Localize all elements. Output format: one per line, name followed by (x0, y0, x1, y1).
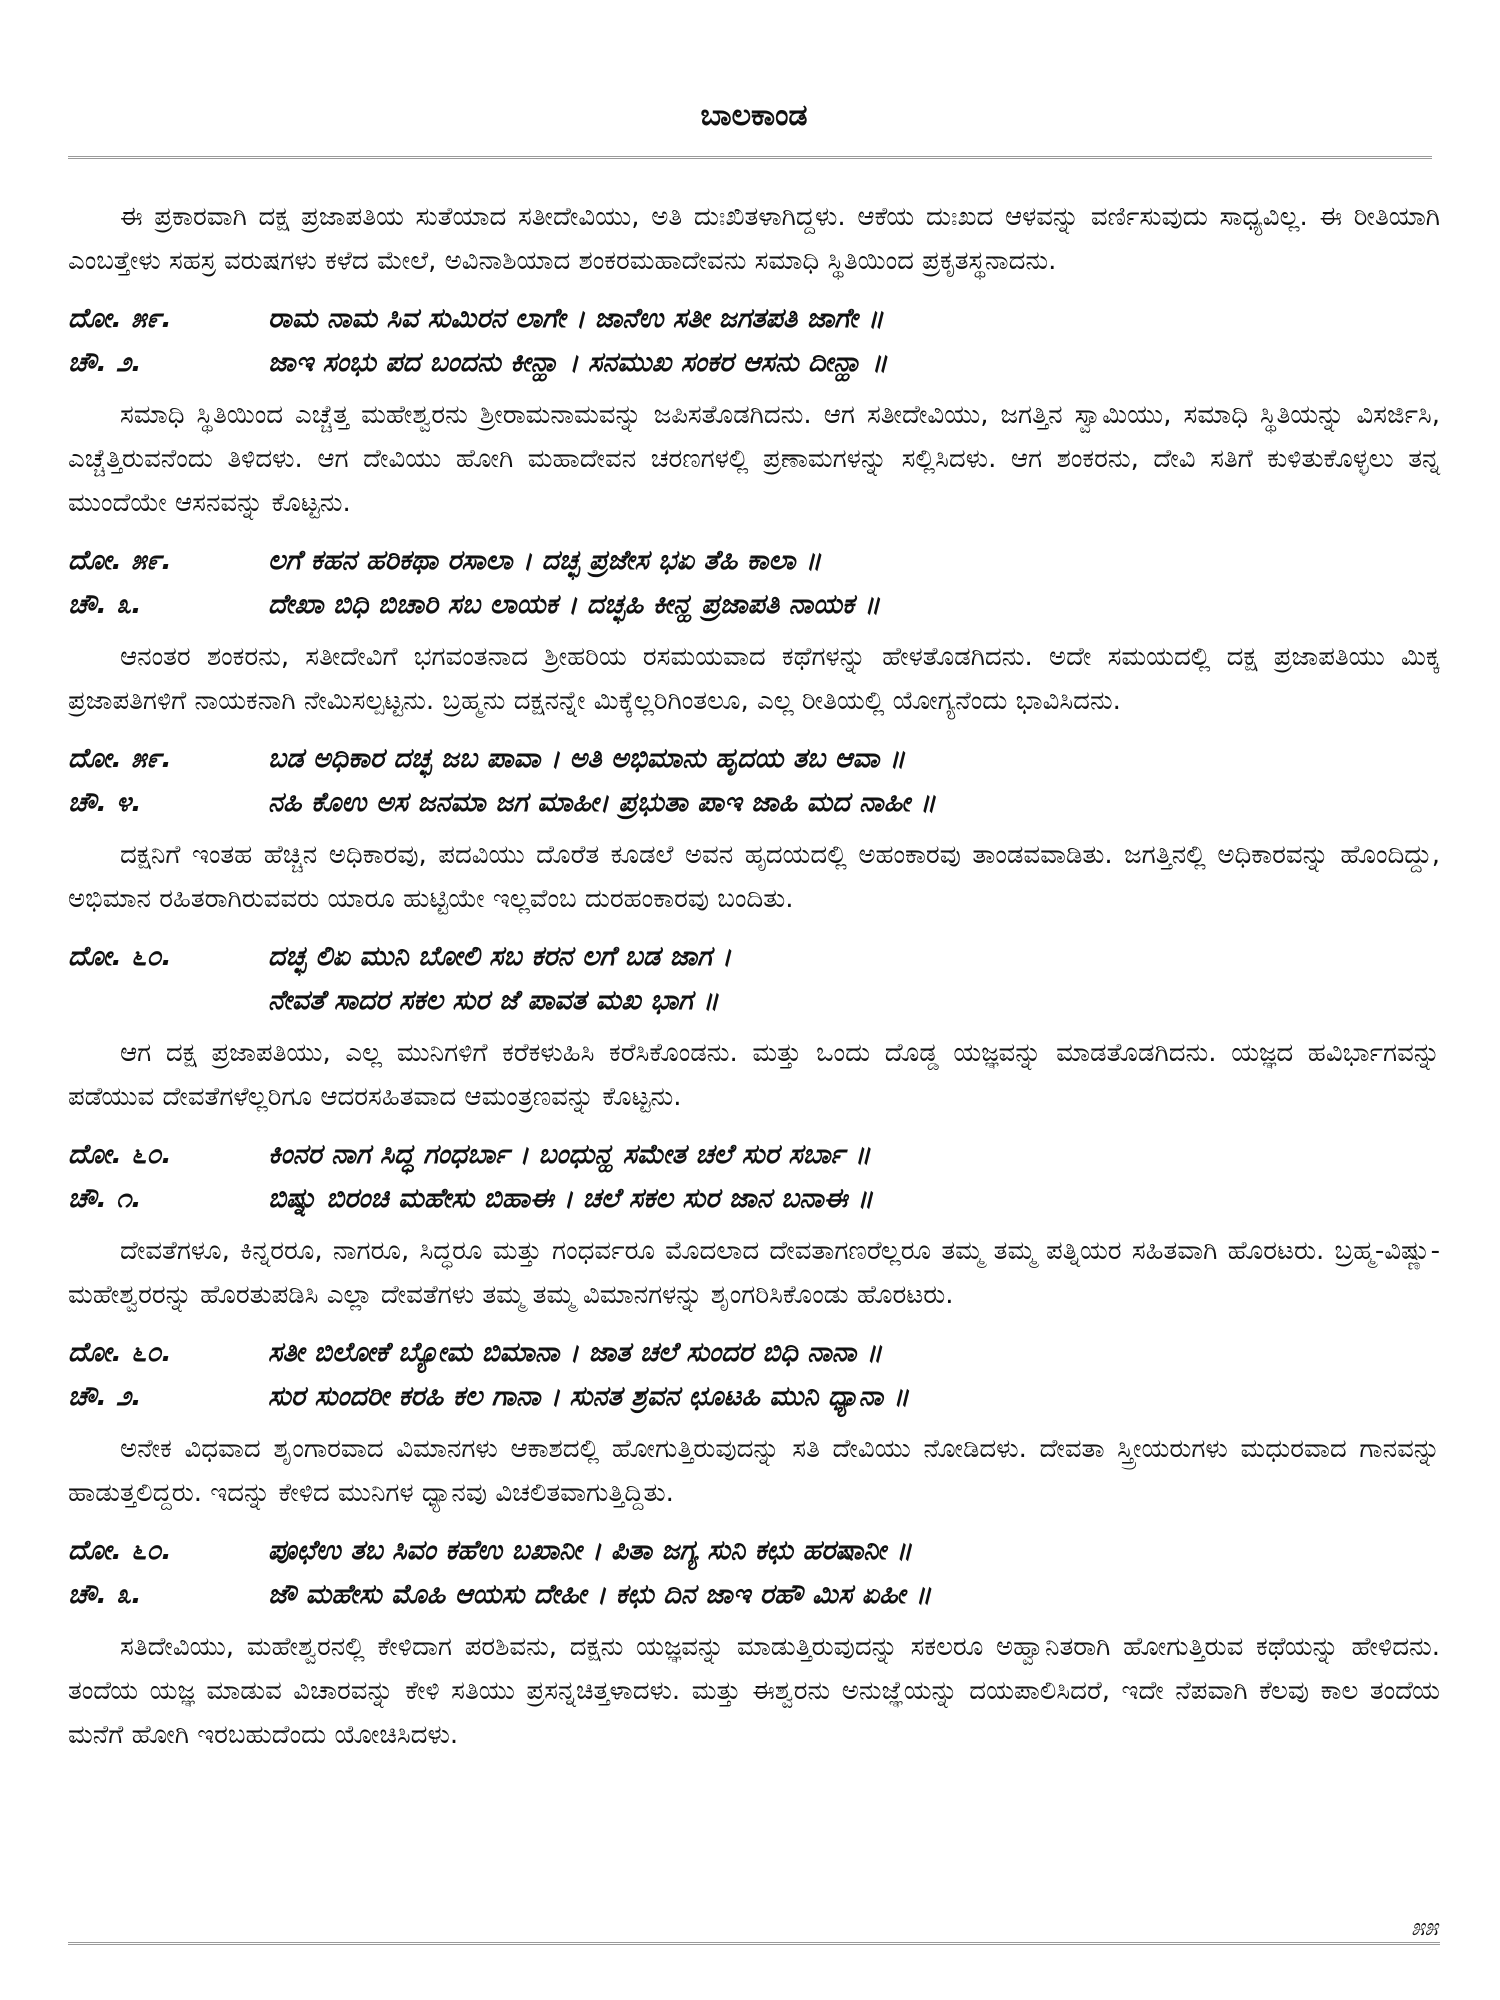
verse-ref: ಚೌ. ೨. (68, 1381, 142, 1412)
verse-line (68, 583, 1440, 627)
verse-ref: ಚೌ. ೩. (68, 589, 142, 620)
verse-text: ಲಗೆ ಕಹನ ಹರಿಕಥಾ ರಸಾಲಾ । ದಚ್ಛ ಪ್ರಜೇಸ ಭಏ ತೆಹಿ ಕಾಲಾ ॥ (268, 545, 822, 576)
verse-text: ಸುರ ಸುಂದರೀ ಕರಹಿ ಕಲ ಗಾನಾ । ಸುನತ ಶ್ರವನ ಛೂಟಹಿ ಮುನಿ ಧ್ಯಾನಾ ॥ (268, 1381, 910, 1412)
verse-text: ಕಿಂನರ ನಾಗ ಸಿದ್ಧ ಗಂಧರ್ಬಾ । ಬಂಧುನ್ಹ ಸಮೇತ ಚಲೆ ಸುರ ಸರ್ಬಾ ॥ (268, 1139, 871, 1170)
verse-line (68, 781, 1440, 825)
verse-ref: ದೋ. ೫೯. (68, 545, 172, 576)
footer-divider (68, 1942, 1440, 1945)
verse-ref: ದೋ. ೫೯. (68, 303, 172, 334)
verse-ref: ಚೌ. ೪. (68, 787, 142, 818)
verse-line (68, 539, 1440, 583)
verse-ref: ದೋ. ೬೦. (68, 1535, 172, 1566)
verse-line (68, 1573, 1440, 1617)
verse-line (68, 1133, 1440, 1177)
verse-text: ಬಿಷ್ನು ಬಿರಂಚಿ ಮಹೇಸು ಬಿಹಾಈ । ಚಲೆ ಸಕಲ ಸುರ ಜಾನ ಬನಾಈ ॥ (268, 1183, 874, 1214)
verse-ref: ಚೌ. ೩. (68, 1579, 142, 1610)
verse-group (68, 737, 1440, 825)
verse-line (68, 297, 1440, 341)
verse-group (68, 935, 1440, 1023)
paragraph: ದಕ್ಷನಿಗೆ ಇಂತಹ ಹೆಚ್ಚಿನ ಅಧಿಕಾರವು, ಪದವಿಯು ದೊರೆತ ಕೂಡಲೆ ಅವನ ಹೃದಯದಲ್ಲಿ ಅಹಂಕಾರವು ತಾಂಡವವಾಡಿತು. ಜಗತ್ತಿನಲ್ಲಿ ಅಧಿಕಾರವನ್ನು ಹೊಂದಿದ್ದು, ಅಭಿಮಾನ ರಹಿತರಾಗಿರುವವರು ಯಾರೂ ಹುಟ್ಟಿಯೇ ಇಲ್ಲವೆಂಬ ದುರಹಂಕಾರವು ಬಂದಿತು. (68, 840, 1440, 914)
paragraph: ಆಗ ದಕ್ಷ ಪ್ರಜಾಪತಿಯು, ಎಲ್ಲ ಮುನಿಗಳಿಗೆ ಕರೆಕಳುಹಿಸಿ ಕರೆಸಿಕೊಂಡನು. ಮತ್ತು ಒಂದು ದೊಡ್ಡ ಯಜ್ಞವನ್ನು ಮಾಡತೊಡಗಿದನು. ಯಜ್ಞದ ಹವಿರ್ಭಾಗವನ್ನು ಪಡೆಯುವ ದೇವತೆಗಳೆಲ್ಲರಿಗೂ ಆದರಸಹಿತವಾದ ಆಮಂತ್ರಣವನ್ನು ಕೊಟ್ಟನು. (68, 1038, 1440, 1112)
page-content (68, 195, 1440, 1757)
verse-text: ಬಡ ಅಧಿಕಾರ ದಚ್ಛ ಜಬ ಪಾವಾ । ಅತಿ ಅಭಿಮಾನು ಹೃದಯ ತಬ ಆವಾ ॥ (268, 743, 906, 774)
page-number: ೫೫ (1411, 1913, 1438, 1941)
verse-ref: ದೋ. ೬೦. (68, 941, 172, 972)
verse-ref: ದೋ. ೫೯. (68, 743, 172, 774)
verse-ref: ಚೌ. ೧. (68, 1183, 142, 1214)
verse-text: ಜೌ ಮಹೇಸು ಮೊಹಿ ಆಯಸು ದೇಹೀ । ಕಛು ದಿನ ಜಾಇ ರಹೌ ಮಿಸ ಏಹೀ ॥ (268, 1579, 932, 1610)
verse-line (68, 935, 1440, 979)
verse-text: ನಹಿ ಕೊಉ ಅಸ ಜನಮಾ ಜಗ ಮಾಹೀ। ಪ್ರಭುತಾ ಪಾಇ ಜಾಹಿ ಮದ ನಾಹೀ ॥ (268, 787, 936, 818)
verse-line (68, 341, 1440, 385)
verse-line (68, 1177, 1440, 1221)
verse-line (68, 1331, 1440, 1375)
verse-line (68, 737, 1440, 781)
paragraph: ಅನೇಕ ವಿಧವಾದ ಶೃಂಗಾರವಾದ ವಿಮಾನಗಳು ಆಕಾಶದಲ್ಲಿ ಹೋಗುತ್ತಿರುವುದನ್ನು ಸತಿ ದೇವಿಯು ನೋಡಿದಳು. ದೇವತಾ ಸ್ತ್ರೀಯರುಗಳು ಮಧುರವಾದ ಗಾನವನ್ನು ಹಾಡುತ್ತಲಿದ್ದರು. ಇದನ್ನು ಕೇಳಿದ ಮುನಿಗಳ ಧ್ಯಾನವು ವಿಚಲಿತವಾಗುತ್ತಿದ್ದಿತು. (68, 1434, 1440, 1508)
verse-text: ದೇಖಾ ಬಿಧಿ ಬಿಚಾರಿ ಸಬ ಲಾಯಕ । ದಚ್ಛಹಿ ಕೀನ್ಹ ಪ್ರಜಾಪತಿ ನಾಯಕ ॥ (268, 589, 881, 620)
verse-group (68, 1331, 1440, 1419)
verse-ref: ದೋ. ೬೦. (68, 1139, 172, 1170)
verse-group (68, 297, 1440, 385)
paragraph: ದೇವತೆಗಳೂ, ಕಿನ್ನರರೂ, ನಾಗರೂ, ಸಿದ್ಧರೂ ಮತ್ತು ಗಂಧರ್ವರೂ ಮೊದಲಾದ ದೇವತಾಗಣರೆಲ್ಲರೂ ತಮ್ಮ ತಮ್ಮ ಪತ್ನಿಯರ ಸಹಿತವಾಗಿ ಹೊರಟರು. ಬ್ರಹ್ಮ-ವಿಷ್ಣು-ಮಹೇಶ್ವರರನ್ನು ಹೊರತುಪಡಿಸಿ ಎಲ್ಲಾ ದೇವತೆಗಳು ತಮ್ಮ ತಮ್ಮ ವಿಮಾನಗಳನ್ನು ಶೃಂಗರಿಸಿಕೊಂಡು ಹೊರಟರು. (68, 1236, 1440, 1310)
verse-ref: ಚೌ. ೨. (68, 347, 142, 378)
chapter-title: ಬಾಲಕಾಂಡ (700, 98, 808, 133)
paragraph: ಸತಿದೇವಿಯು, ಮಹೇಶ್ವರನಲ್ಲಿ ಕೇಳಿದಾಗ ಪರಶಿವನು, ದಕ್ಷನು ಯಜ್ಞವನ್ನು ಮಾಡುತ್ತಿರುವುದನ್ನು ಸಕಲರೂ ಅಹ್ವಾನಿತರಾಗಿ ಹೋಗುತ್ತಿರುವ ಕಥೆಯನ್ನು ಹೇಳಿದನು. ತಂದೆಯ ಯಜ್ಞ ಮಾಡುವ ವಿಚಾರವನ್ನು ಕೇಳಿ ಸತಿಯು ಪ್ರಸನ್ನಚಿತ್ತಳಾದಳು. ಮತ್ತು ಈಶ್ವರನು ಅನುಜ್ಞೆಯನ್ನು ದಯಪಾಲಿಸಿದರೆ, ಇದೇ ನೆಪವಾಗಿ ಕೆಲವು ಕಾಲ ತಂದೆಯ ಮನೆಗೆ ಹೋಗಿ ಇರಬಹುದೆಂದು ಯೋಚಿಸಿದಳು. (68, 1632, 1440, 1750)
paragraph: ಸಮಾಧಿ ಸ್ಥಿತಿಯಿಂದ ಎಚ್ಚೆತ್ತ ಮಹೇಶ್ವರನು ಶ್ರೀರಾಮನಾಮವನ್ನು ಜಪಿಸತೊಡಗಿದನು. ಆಗ ಸತೀದೇವಿಯು, ಜಗತ್ತಿನ ಸ್ವಾಮಿಯು, ಸಮಾಧಿ ಸ್ಥಿತಿಯನ್ನು ವಿಸರ್ಜಿಸಿ, ಎಚ್ಚೆತ್ತಿರುವನೆಂದು ತಿಳಿದಳು. ಆಗ ದೇವಿಯು ಹೋಗಿ ಮಹಾದೇವನ ಚರಣಗಳಲ್ಲಿ ಪ್ರಣಾಮಗಳನ್ನು ಸಲ್ಲಿಸಿದಳು. ಆಗ ಶಂಕರನು, ದೇವಿ ಸತಿಗೆ ಕುಳಿತುಕೊಳ್ಳಲು ತನ್ನ ಮುಂದೆಯೇ ಆಸನವನ್ನು ಕೊಟ್ಟನು. (68, 400, 1440, 518)
header-divider (68, 156, 1432, 159)
verse-text: ಜಾಇ ಸಂಭು ಪದ ಬಂದನು ಕೀನ್ಹಾ । ಸನಮುಖ ಸಂಕರ ಆಸನು ದೀನ್ಹಾ ॥ (268, 347, 888, 378)
paragraph: ಆನಂತರ ಶಂಕರನು, ಸತೀದೇವಿಗೆ ಭಗವಂತನಾದ ಶ್ರೀಹರಿಯ ರಸಮಯವಾದ ಕಥೆಗಳನ್ನು ಹೇಳತೊಡಗಿದನು. ಅದೇ ಸಮಯದಲ್ಲಿ ದಕ್ಷ ಪ್ರಜಾಪತಿಯು ಮಿಕ್ಕ ಪ್ರಜಾಪತಿಗಳಿಗೆ ನಾಯಕನಾಗಿ ನೇಮಿಸಲ್ಪಟ್ಟನು. ಬ್ರಹ್ಮನು ದಕ್ಷನನ್ನೇ ಮಿಕ್ಕೆಲ್ಲರಿಗಿಂತಲೂ, ಎಲ್ಲ ರೀತಿಯಲ್ಲಿ ಯೋಗ್ಯನೆಂದು ಭಾವಿಸಿದನು. (68, 642, 1440, 716)
verse-text: ದಚ್ಛ ಲಿಏ ಮುನಿ ಬೋಲಿ ಸಬ ಕರನ ಲಗೆ ಬಡ ಜಾಗ । (268, 941, 732, 972)
verse-line (68, 979, 1440, 1023)
verse-group (68, 1133, 1440, 1221)
verse-line (68, 1529, 1440, 1573)
verse-text: ರಾಮ ನಾಮ ಸಿವ ಸುಮಿರನ ಲಾಗೇ । ಜಾನೆಉ ಸತೀ ಜಗತಪತಿ ಜಾಗೇ ॥ (268, 303, 884, 334)
verse-group (68, 539, 1440, 627)
verse-group (68, 1529, 1440, 1617)
verse-line (68, 1375, 1440, 1419)
verse-ref: ದೋ. ೬೦. (68, 1337, 172, 1368)
verse-text: ನೇವತೆ ಸಾದರ ಸಕಲ ಸುರ ಜೆ ಪಾವತ ಮಖ ಭಾಗ ॥ (268, 985, 719, 1016)
verse-text: ಪೂಛೆಉ ತಬ ಸಿವಂ ಕಹೆಉ ಬಖಾನೀ । ಪಿತಾ ಜಗ್ಯ ಸುನಿ ಕಛು ಹರಷಾನೀ ॥ (268, 1535, 912, 1566)
verse-ref (68, 979, 268, 1023)
verse-text: ಸತೀ ಬಿಲೋಕೆ ಬ್ಯೋಮ ಬಿಮಾನಾ । ಜಾತ ಚಲೆ ಸುಂದರ ಬಿಧಿ ನಾನಾ ॥ (268, 1337, 883, 1368)
paragraph: ಈ ಪ್ರಕಾರವಾಗಿ ದಕ್ಷ ಪ್ರಜಾಪತಿಯ ಸುತೆಯಾದ ಸತೀದೇವಿಯು, ಅತಿ ದುಃಖಿತಳಾಗಿದ್ದಳು. ಆಕೆಯ ದುಃಖದ ಆಳವನ್ನು ವರ್ಣಿಸುವುದು ಸಾಧ್ಯವಿಲ್ಲ. ಈ ರೀತಿಯಾಗಿ ಎಂಬತ್ತೇಳು ಸಹಸ್ರ ವರುಷಗಳು ಕಳೆದ ಮೇಲೆ, ಅವಿನಾಶಿಯಾದ ಶಂಕರಮಹಾದೇವನು ಸಮಾಧಿ ಸ್ಥಿತಿಯಿಂದ ಪ್ರಕೃತಸ್ಥನಾದನು. (68, 202, 1440, 276)
page-header (68, 0, 1440, 140)
